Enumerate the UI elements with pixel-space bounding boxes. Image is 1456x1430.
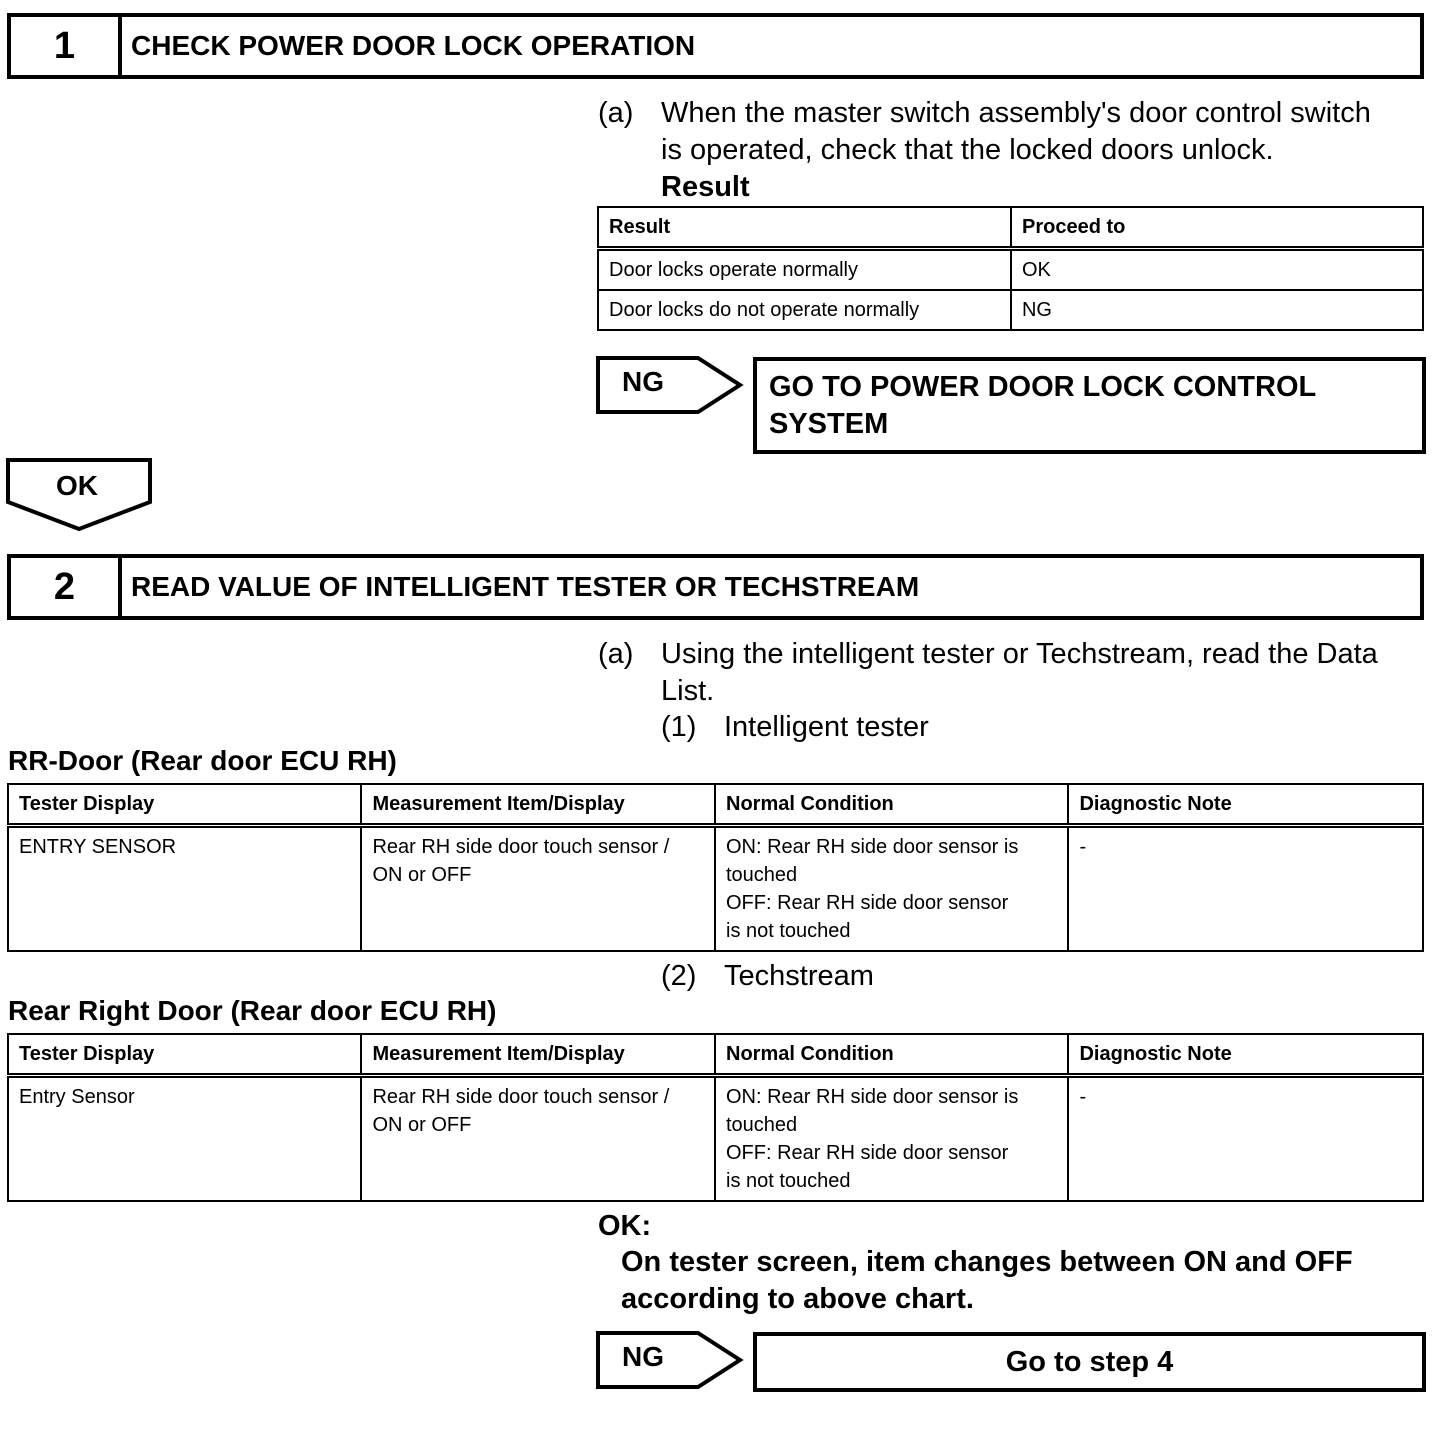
step-2-header: [7, 554, 1424, 620]
table-row: [8, 1076, 1423, 1202]
ng-label: NG: [622, 1341, 664, 1372]
data-list-table-1: [7, 783, 1424, 952]
ng-label: NG: [622, 366, 664, 397]
ng-target-box: [753, 1332, 1426, 1392]
step-number: 1: [11, 17, 122, 75]
table-header: Tester Display: [8, 1034, 361, 1076]
tester-display-cell: ENTRY SENSOR: [8, 826, 361, 952]
table-cell: NG: [1011, 290, 1423, 330]
cell-line: ON: Rear RH side door sensor is: [726, 1086, 1019, 1108]
table-row: [8, 826, 1423, 952]
ok-arrow: [6, 458, 152, 532]
cell-line: ON: Rear RH side door sensor is: [726, 836, 1019, 858]
sub1-marker: (1): [661, 711, 697, 743]
normal-condition-cell: [715, 1076, 1068, 1202]
table-header: Proceed to: [1011, 207, 1423, 249]
sub2-marker: (2): [661, 960, 697, 992]
cell-line: OFF: Rear RH side door sensor: [726, 892, 1009, 914]
ng-arrow: [596, 1331, 746, 1389]
cell-line: ON or OFF: [372, 864, 472, 886]
item-a-text: [661, 636, 1441, 710]
ng-target-text: Go to step 4: [1005, 1345, 1174, 1378]
table1-caption: RR-Door (Rear door ECU RH): [8, 745, 397, 776]
sub1-text: Intelligent tester: [724, 711, 929, 743]
normal-condition-cell: [715, 826, 1068, 952]
ok-criteria: [621, 1244, 1441, 1318]
step-title: READ VALUE OF INTELLIGENT TESTER OR TECHSTREAM: [131, 571, 920, 602]
item-a-line: Using the intelligent tester or Techstream, read the Data: [661, 638, 1378, 670]
measurement-cell: [361, 826, 715, 952]
table-row: [598, 290, 1423, 330]
step-title: CHECK POWER DOOR LOCK OPERATION: [131, 30, 696, 61]
item-a-marker: (a): [598, 97, 634, 129]
measurement-cell: [361, 1076, 715, 1202]
table-header: Normal Condition: [715, 784, 1068, 826]
tester-display-cell: Entry Sensor: [8, 1076, 361, 1202]
item-a-line: is operated, check that the locked doors unlock.: [661, 134, 1274, 166]
table-header: Measurement Item/Display: [361, 1034, 715, 1076]
ok-criteria-line: according to above chart.: [621, 1283, 974, 1315]
cell-line: is not touched: [726, 920, 851, 942]
item-a-marker: (a): [598, 638, 634, 670]
ng-arrow: [596, 356, 746, 414]
table-header: Measurement Item/Display: [361, 784, 715, 826]
item-a-text: [661, 95, 1431, 206]
table-header: Normal Condition: [715, 1034, 1068, 1076]
cell-line: Rear RH side door touch sensor /: [372, 836, 670, 858]
cell-line: ON or OFF: [372, 1114, 472, 1136]
cell-line: touched: [726, 1114, 798, 1136]
cell-line: OFF: Rear RH side door sensor: [726, 1142, 1009, 1164]
ng-target-line: SYSTEM: [769, 408, 889, 440]
cell-line: is not touched: [726, 1170, 851, 1192]
ok-criteria-line: On tester screen, item changes between ON and OFF: [621, 1246, 1353, 1278]
ok-heading: OK:: [598, 1210, 652, 1242]
diagnostic-note-cell: -: [1068, 1076, 1423, 1202]
diagnostic-note-cell: -: [1068, 826, 1423, 952]
step-1-header: [7, 13, 1424, 79]
ng-arrow-icon: [596, 1331, 746, 1389]
table2-caption: Rear Right Door (Rear door ECU RH): [8, 995, 497, 1026]
ng-target-line: GO TO POWER DOOR LOCK CONTROL: [769, 371, 1317, 403]
table-cell: Door locks do not operate normally: [598, 290, 1011, 330]
item-a-line: List.: [661, 675, 715, 707]
table-cell: Door locks operate normally: [598, 249, 1011, 291]
step-number: 2: [11, 558, 122, 616]
table-header: Diagnostic Note: [1068, 1034, 1423, 1076]
sub2-text: Techstream: [724, 960, 874, 992]
cell-line: touched: [726, 864, 798, 886]
table-cell: OK: [1011, 249, 1423, 291]
result-heading: Result: [661, 171, 750, 203]
data-list-table-2: [7, 1033, 1424, 1202]
table-header: Tester Display: [8, 784, 361, 826]
table-header: Diagnostic Note: [1068, 784, 1423, 826]
result-table: [597, 206, 1424, 331]
cell-line: Rear RH side door touch sensor /: [372, 1086, 670, 1108]
table-header: Result: [598, 207, 1011, 249]
ok-label: OK: [56, 470, 98, 501]
table-row: [598, 249, 1423, 291]
ng-arrow-icon: [596, 356, 746, 414]
item-a-line: When the master switch assembly's door control switch: [661, 97, 1371, 129]
ng-target-box: [753, 357, 1426, 454]
